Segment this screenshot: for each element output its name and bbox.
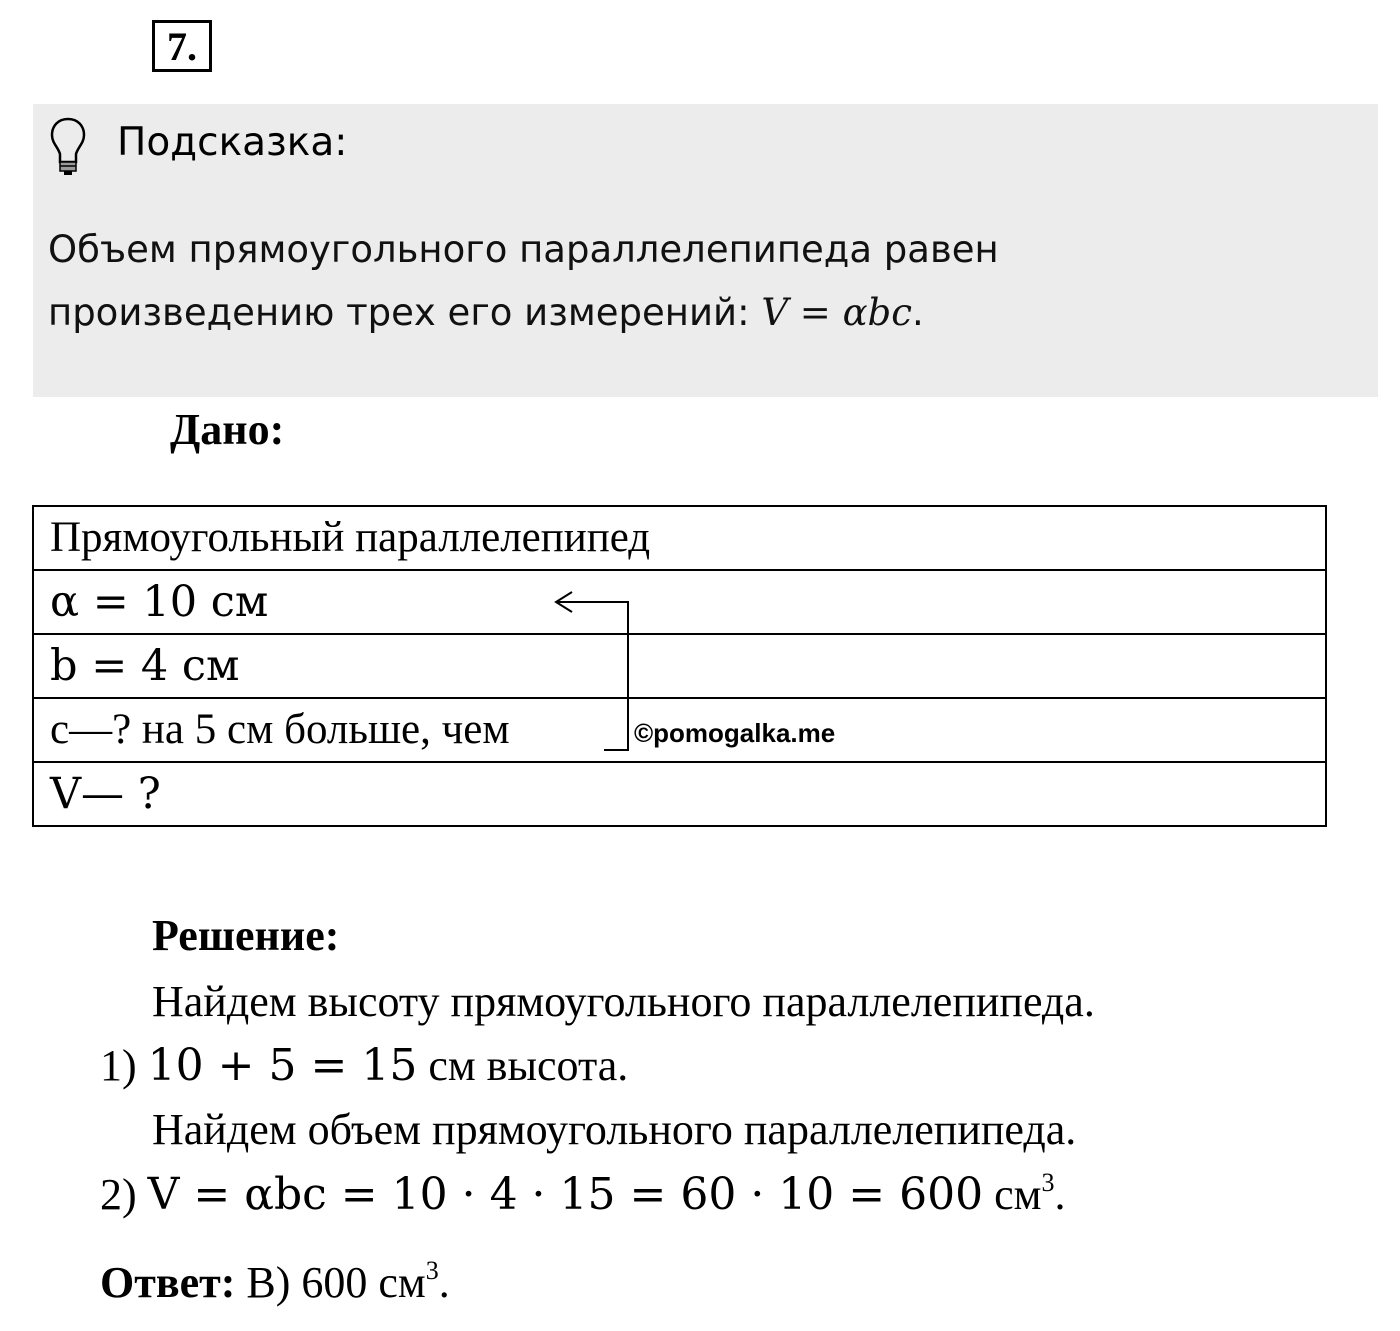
answer-exponent: 3 — [425, 1256, 439, 1285]
given-row-c: c—? на 5 см больше, чем — [33, 698, 1326, 762]
hint-box — [33, 104, 1378, 397]
step-1-expression: 10 + 5 = 15 — [147, 1040, 418, 1091]
step-2-unit: см — [983, 1170, 1042, 1219]
table-row — [33, 506, 1326, 570]
given-row-b: b = 4 см — [33, 634, 1326, 698]
hint-text — [48, 218, 1348, 344]
solution-step-2-text: Найдем объем прямоугольного параллелепипеда. — [152, 1105, 1077, 1154]
hint-line-2 — [48, 281, 1348, 344]
table-row — [33, 634, 1326, 698]
step-2-expression: V = αbc = 10 · 4 · 15 = 60 · 10 = 600 — [147, 1169, 984, 1220]
hint-formula: V = αbc — [761, 291, 912, 334]
step-1-number: 1) — [100, 1041, 137, 1090]
step-1-tail: см высота. — [417, 1041, 629, 1090]
watermark: ©pomogalka.me — [634, 718, 836, 748]
solution-title: Решение: — [152, 911, 340, 960]
solution-step-1 — [100, 1040, 628, 1091]
answer-value: В) 600 см — [235, 1258, 426, 1307]
given-title: Дано: — [170, 405, 285, 454]
hint-line-2-text: произведению трех его измерений: — [48, 291, 762, 334]
lightbulb-icon — [49, 116, 87, 178]
answer-label: Ответ: — [100, 1258, 236, 1307]
given-row-shape: Прямоугольный параллелепипед — [33, 506, 1326, 570]
step-2-exponent: 3 — [1041, 1168, 1055, 1197]
table-row — [33, 570, 1326, 634]
answer-end: . — [438, 1258, 450, 1307]
answer — [100, 1256, 450, 1308]
hint-line-1: Объем прямоугольного параллелепипеда равен — [48, 228, 999, 271]
step-2-number: 2) — [100, 1170, 137, 1219]
solution-step-2 — [100, 1168, 1066, 1220]
hint-title: Подсказка: — [117, 120, 348, 165]
table-row — [33, 762, 1326, 826]
given-row-v: V— ? — [33, 762, 1326, 826]
step-2-end: . — [1054, 1170, 1066, 1219]
given-table — [32, 505, 1327, 827]
task-number: 7. — [152, 20, 212, 72]
solution-step-1-text: Найдем высоту прямоугольного параллелепипеда. — [152, 977, 1095, 1026]
given-row-a: α = 10 см — [33, 570, 1326, 634]
hint-line-2-end: . — [911, 291, 924, 334]
